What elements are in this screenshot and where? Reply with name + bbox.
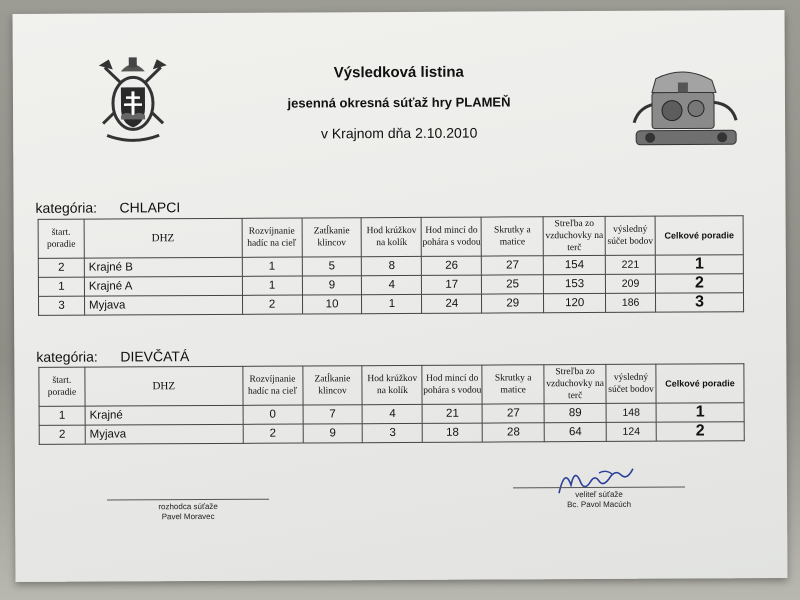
total-cell: 124 <box>606 422 656 441</box>
results-table-boys <box>38 215 744 316</box>
commander-block <box>513 490 685 511</box>
category-heading-boys <box>35 199 180 216</box>
screws-cell: 28 <box>482 423 544 442</box>
commander-role: veliteľ súťaže <box>575 489 623 500</box>
category-name: CHLAPCI <box>119 199 181 216</box>
total-cell: 221 <box>605 255 655 274</box>
rings-cell: 4 <box>362 275 422 294</box>
coins-cell: 18 <box>423 423 483 442</box>
screws-cell: 29 <box>482 294 544 313</box>
col-shooting: Streľba zo vzduchovky na terč <box>544 364 606 403</box>
rank-cell: 3 <box>656 293 744 312</box>
col-final-rank: Celkové poradie <box>656 364 744 403</box>
table-header-row <box>39 364 744 407</box>
hoses-cell: 2 <box>242 295 302 314</box>
start-cell: 2 <box>38 258 84 277</box>
nails-cell: 10 <box>302 295 362 314</box>
col-start-order: štart. poradie <box>38 219 84 258</box>
hoses-cell: 1 <box>242 276 302 295</box>
col-rings: Hod krúžkov na kolík <box>362 217 422 256</box>
table-header-row <box>38 216 743 259</box>
total-cell: 148 <box>606 403 656 422</box>
coins-cell: 26 <box>422 256 482 275</box>
col-start-order: štart. poradie <box>39 367 85 406</box>
nails-cell: 5 <box>302 257 362 276</box>
results-sheet <box>13 10 788 582</box>
coins-cell: 24 <box>422 294 482 313</box>
col-rings: Hod krúžkov na kolík <box>362 365 422 404</box>
col-final-rank: Celkové poradie <box>655 216 743 255</box>
referee-role: rozhodca súťaže <box>158 501 218 512</box>
total-cell: 209 <box>606 274 656 293</box>
team-cell: Krajné B <box>84 257 242 277</box>
col-screws: Skrutky a matice <box>482 365 544 404</box>
col-dhz: DHZ <box>84 218 242 258</box>
team-cell: Myjava <box>85 424 243 444</box>
start-cell: 2 <box>39 425 85 444</box>
team-cell: Krajné A <box>84 276 242 296</box>
table-row <box>38 293 743 316</box>
rank-cell: 1 <box>655 255 743 274</box>
shooting-cell: 154 <box>543 255 605 274</box>
commander-name: Bc. Pavol Macúch <box>567 499 632 510</box>
col-shooting: Streľba zo vzduchovky na terč <box>543 216 605 255</box>
col-screws: Skrutky a matice <box>481 217 543 256</box>
coins-cell: 21 <box>422 404 482 423</box>
shooting-cell: 153 <box>544 274 606 293</box>
referee-signature-line <box>107 499 269 501</box>
shooting-cell: 64 <box>544 422 606 441</box>
start-cell: 3 <box>38 296 84 315</box>
col-dhz: DHZ <box>85 366 243 406</box>
rank-cell: 2 <box>656 422 744 441</box>
col-nails: Zatĺkanie klincov <box>302 218 362 257</box>
col-hoses: Rozvíjnanie hadíc na cieľ <box>242 218 302 257</box>
team-cell: Myjava <box>84 295 242 315</box>
category-heading-girls <box>36 348 189 365</box>
rings-cell: 3 <box>363 423 423 442</box>
col-hoses: Rozvíjnanie hadíc na cieľ <box>242 366 302 405</box>
screws-cell: 25 <box>482 275 544 294</box>
nails-cell: 9 <box>303 424 363 443</box>
col-total: výsledný súčet bodov <box>605 216 655 255</box>
team-cell: Krajné <box>85 405 243 425</box>
start-cell: 1 <box>39 406 85 425</box>
category-label: kategória: <box>36 348 98 365</box>
coins-cell: 17 <box>422 275 482 294</box>
hoses-cell: 2 <box>243 424 303 443</box>
place-and-date: v Krajnom dňa 2.10.2010 <box>320 124 478 142</box>
rings-cell: 1 <box>362 294 422 313</box>
category-name: DIEVČATÁ <box>120 348 190 365</box>
rings-cell: 4 <box>363 404 423 423</box>
shooting-cell: 120 <box>544 293 606 312</box>
document-title: Výsledková listina <box>333 63 464 82</box>
screws-cell: 27 <box>482 404 544 423</box>
nails-cell: 7 <box>303 405 363 424</box>
nails-cell: 9 <box>302 276 362 295</box>
table-row <box>39 422 744 445</box>
col-nails: Zatĺkanie klincov <box>302 366 362 405</box>
col-coins: Hod mincí do pohára s vodou <box>421 217 481 256</box>
category-label: kategória: <box>35 199 98 216</box>
hoses-cell: 1 <box>242 257 302 276</box>
rings-cell: 8 <box>362 256 422 275</box>
col-total: výsledný súčet bodov <box>606 364 656 403</box>
rank-cell: 2 <box>655 274 743 293</box>
competition-name: jesenná okresná súťaž hry PLAMEŇ <box>287 94 511 111</box>
hoses-cell: 0 <box>243 405 303 424</box>
fire-pump-icon <box>628 68 743 154</box>
col-coins: Hod mincí do pohára s vodou <box>422 365 482 404</box>
rank-cell: 1 <box>656 403 744 422</box>
shooting-cell: 89 <box>544 403 606 422</box>
total-cell: 186 <box>606 293 656 312</box>
screws-cell: 27 <box>482 256 544 275</box>
referee-name: Pavel Moravec <box>161 511 215 522</box>
start-cell: 1 <box>38 277 84 296</box>
referee-block <box>107 502 269 523</box>
results-table-girls <box>38 363 744 445</box>
